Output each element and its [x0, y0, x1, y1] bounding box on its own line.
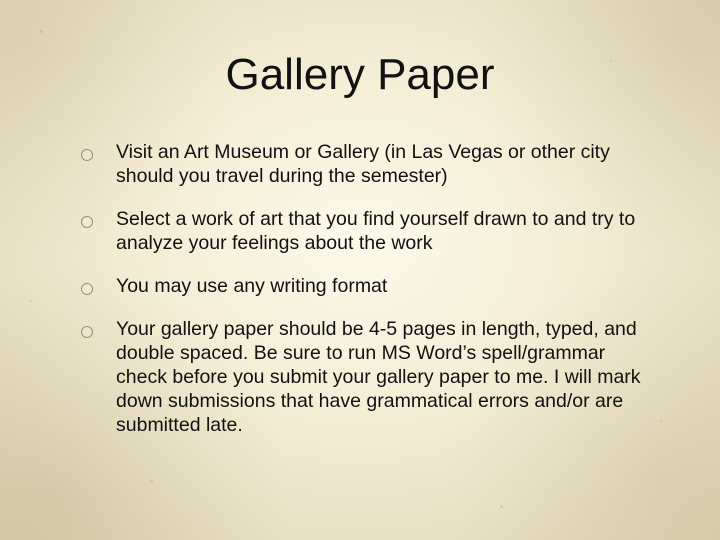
bullet-item — [80, 274, 660, 298]
bullet-item — [80, 140, 660, 188]
bullet-text: Visit an Art Museum or Gallery (in Las Vegas or other city should you travel during the semester) — [116, 141, 610, 187]
paper-texture-speck — [500, 505, 503, 508]
slide-title: Gallery Paper — [225, 50, 495, 99]
paper-texture-speck — [30, 300, 32, 302]
hollow-circle-icon — [81, 149, 93, 161]
paper-texture-speck — [660, 420, 662, 422]
bullet-text: You may use any writing format — [116, 275, 388, 297]
hollow-circle-icon — [81, 326, 93, 338]
bullet-text: Select a work of art that you find yourself drawn to and try to analyze your feelings about the work — [116, 208, 636, 254]
bullet-item — [80, 207, 660, 255]
hollow-circle-icon — [81, 283, 93, 295]
paper-texture-speck — [40, 30, 43, 33]
bullet-list — [80, 140, 660, 456]
hollow-circle-icon — [81, 216, 93, 228]
bullet-text: Your gallery paper should be 4-5 pages in length, typed, and double spaced. Be sure to run MS Word’s spell/grammar check before you submit your gallery paper to me. I will mark down submissions that have grammatical errors and/or are submitted late. — [116, 318, 641, 436]
paper-texture-speck — [150, 480, 153, 483]
bullet-item — [80, 317, 660, 437]
